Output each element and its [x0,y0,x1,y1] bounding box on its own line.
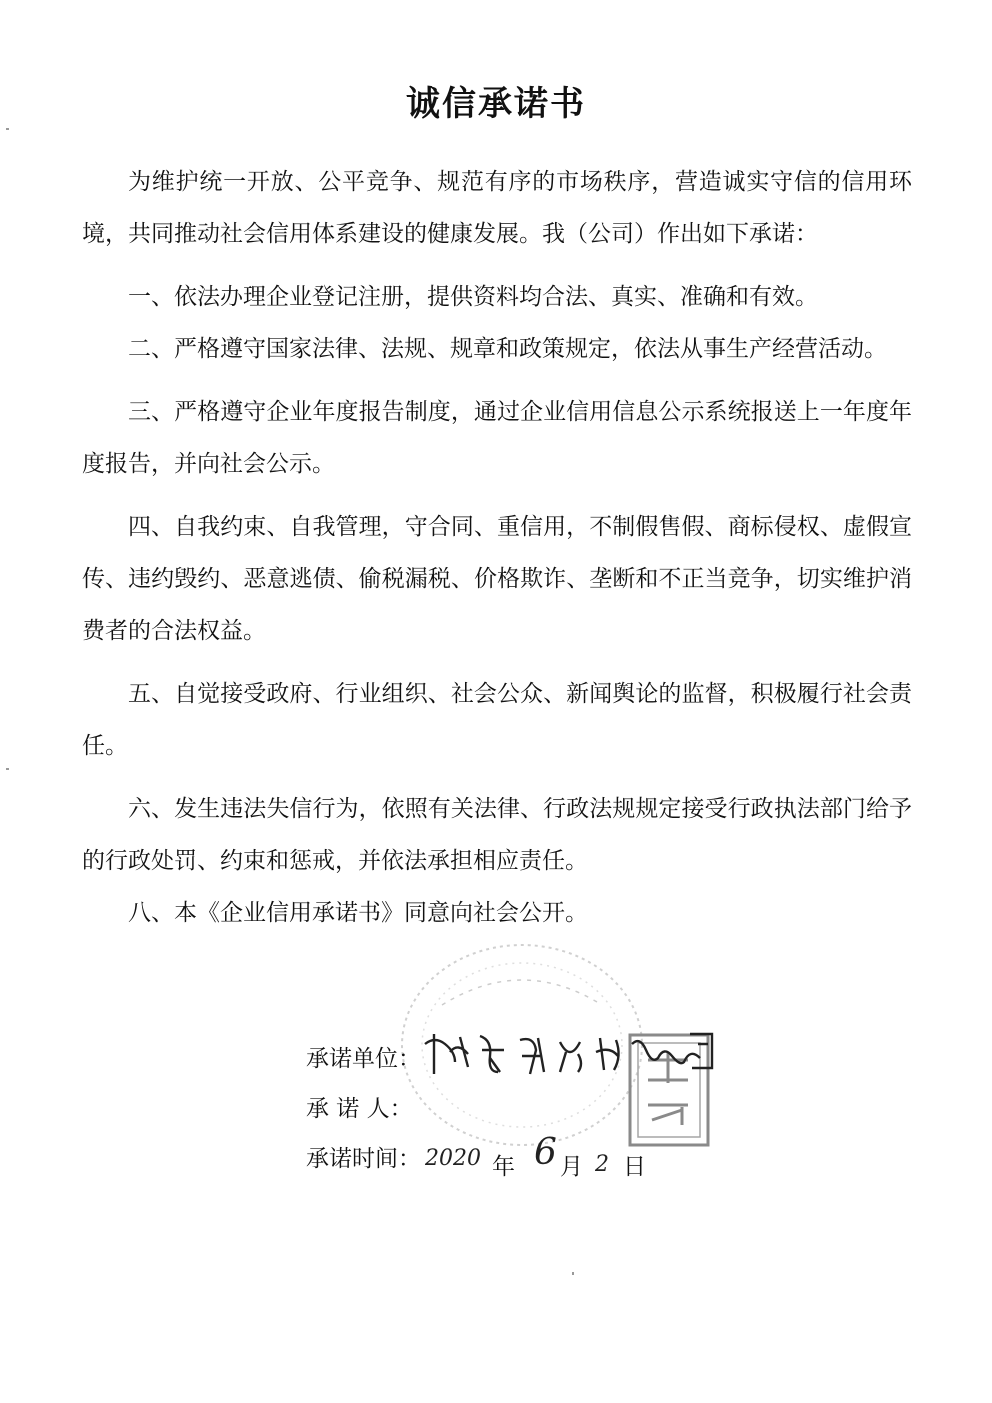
paragraph-item-2: 二、严格遵守国家法律、法规、规章和政策规定，依法从事生产经营活动。 [128,336,887,362]
day-suffix: 日 [623,1154,646,1180]
handwritten-day: 2 [595,1152,609,1177]
scan-speck [6,128,9,130]
signoff-unit-row [306,1034,421,1084]
year-suffix: 年 [492,1154,515,1180]
paragraph-item-8: 八、本《企业信用承诺书》同意向社会公开。 [128,900,588,926]
signoff-person-row [306,1084,421,1134]
signoff-block [306,1034,421,1184]
signoff-person-label: 承 诺 人： [306,1096,413,1122]
handwritten-year: 2020 [425,1146,481,1171]
document-title: 诚信承诺书 [406,84,586,124]
signoff-date-row [306,1134,421,1184]
paragraph-intro: 为维护统一开放、公平竞争、规范有序的市场秩序，营造诚实守信的信用环境，共同推动社会信用体系建设的健康发展。我（公司）作出如下承诺： [82,169,912,247]
scan-speck [572,1272,574,1275]
paragraph-item-5: 五、自觉接受政府、行业组织、社会公众、新闻舆论的监督，积极履行社会责任。 [82,681,912,759]
signoff-date-label: 承诺时间： [306,1146,421,1172]
handwritten-month: 6 [534,1132,557,1173]
document-body [82,156,912,939]
paragraph-item-1: 一、依法办理企业登记注册，提供资料均合法、真实、准确和有效。 [128,284,818,310]
paragraph-item-6: 六、发生违法失信行为，依照有关法律、行政法规规定接受行政执法部门给予的行政处罚、约束和惩戒，并依法承担相应责任。 [82,796,912,874]
handwritten-signature-icon [420,1022,720,1082]
paragraph-item-3: 三、严格遵守企业年度报告制度，通过企业信用信息公示系统报送上一年度年度报告，并向社会公示。 [82,399,912,477]
paragraph-item-4: 四、自我约束、自我管理，守合同、重信用，不制假售假、商标侵权、虚假宣传、违约毁约、恶意逃债、偷税漏税、价格欺诈、垄断和不正当竞争，切实维护消费者的合法权益。 [82,514,912,644]
signoff-unit-label: 承诺单位： [306,1046,421,1072]
scan-speck [6,768,9,770]
month-suffix: 月 [560,1154,583,1180]
